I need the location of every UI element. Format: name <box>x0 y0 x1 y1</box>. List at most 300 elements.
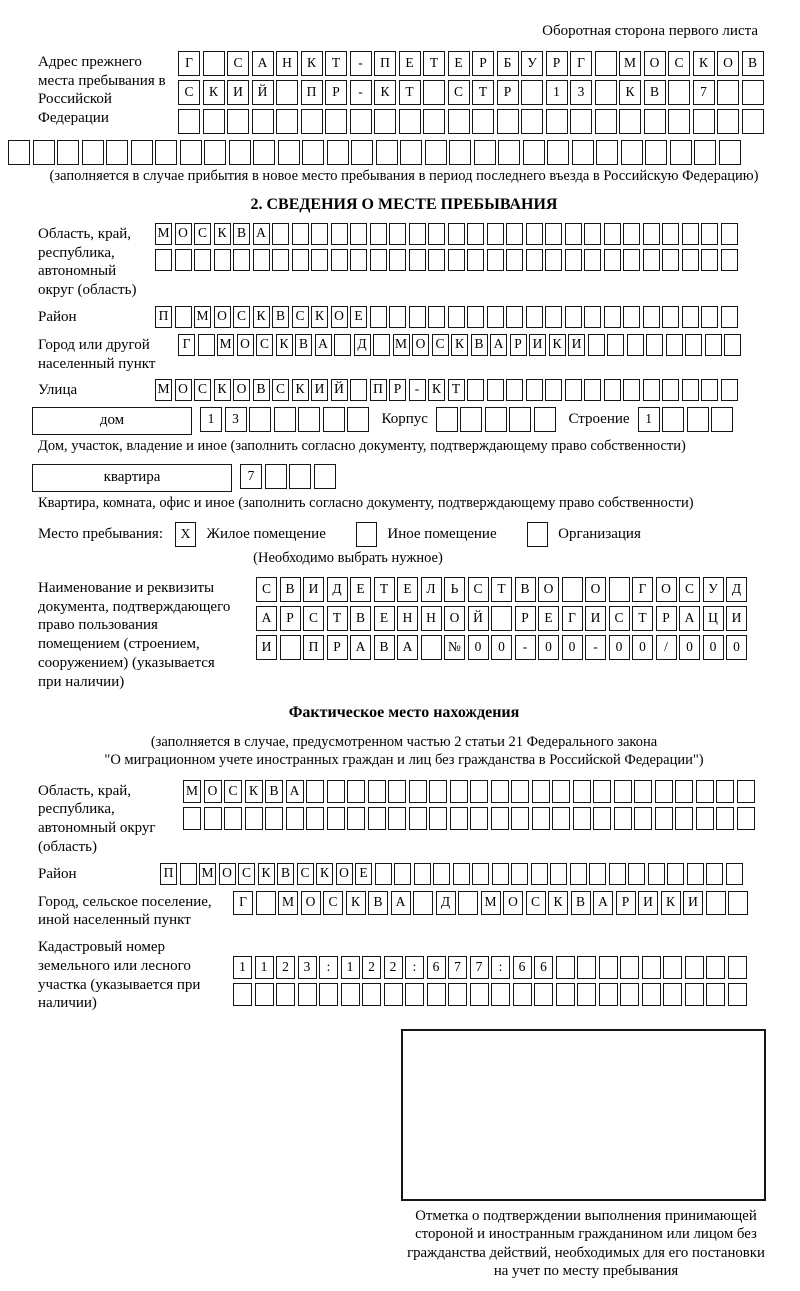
char-cell[interactable] <box>556 983 575 1006</box>
char-cell[interactable]: С <box>194 223 211 245</box>
char-cell[interactable] <box>716 807 734 830</box>
stroenie-cells[interactable] <box>638 407 736 432</box>
char-cell[interactable]: О <box>204 780 222 803</box>
char-cell[interactable]: И <box>726 606 747 631</box>
char-cell[interactable] <box>450 807 468 830</box>
char-cell[interactable]: Е <box>374 606 395 631</box>
char-cell[interactable] <box>620 983 639 1006</box>
char-cell[interactable] <box>155 249 172 271</box>
char-cell[interactable]: № <box>444 635 465 660</box>
char-cell[interactable]: К <box>292 379 309 401</box>
char-cell[interactable] <box>726 863 743 885</box>
char-cell[interactable] <box>57 140 79 165</box>
char-cell[interactable] <box>485 407 507 432</box>
char-cell[interactable] <box>194 249 211 271</box>
char-cell[interactable] <box>547 140 569 165</box>
char-cell[interactable] <box>706 863 723 885</box>
char-cell[interactable] <box>565 223 582 245</box>
char-cell[interactable]: Л <box>421 577 442 602</box>
char-cell[interactable]: А <box>490 334 507 356</box>
char-cell[interactable] <box>513 983 532 1006</box>
char-cell[interactable] <box>370 223 387 245</box>
char-cell[interactable] <box>620 956 639 979</box>
apartment-cells[interactable] <box>240 464 338 489</box>
char-cell[interactable]: Г <box>562 606 583 631</box>
char-cell[interactable] <box>716 780 734 803</box>
char-cell[interactable] <box>487 223 504 245</box>
char-cell[interactable] <box>470 807 488 830</box>
actual-city-row[interactable] <box>233 891 751 915</box>
char-cell[interactable]: 7 <box>693 80 715 105</box>
char-cell[interactable]: К <box>311 306 328 328</box>
char-cell[interactable] <box>509 407 531 432</box>
char-cell[interactable] <box>448 223 465 245</box>
char-cell[interactable]: Т <box>448 379 465 401</box>
char-cell[interactable] <box>552 780 570 803</box>
char-cell[interactable]: О <box>233 379 250 401</box>
char-cell[interactable] <box>595 51 617 76</box>
char-cell[interactable]: 1 <box>546 80 568 105</box>
char-cell[interactable] <box>511 863 528 885</box>
char-cell[interactable] <box>413 891 433 915</box>
region-row-2[interactable] <box>155 249 740 271</box>
char-cell[interactable] <box>388 807 406 830</box>
char-cell[interactable] <box>511 807 529 830</box>
char-cell[interactable]: 1 <box>255 956 274 979</box>
char-cell[interactable] <box>728 891 748 915</box>
char-cell[interactable] <box>614 807 632 830</box>
char-cell[interactable] <box>573 807 591 830</box>
char-cell[interactable] <box>506 223 523 245</box>
char-cell[interactable] <box>550 863 567 885</box>
char-cell[interactable] <box>327 807 345 830</box>
char-cell[interactable] <box>249 407 271 432</box>
char-cell[interactable] <box>623 223 640 245</box>
char-cell[interactable] <box>511 780 529 803</box>
char-cell[interactable] <box>203 109 225 134</box>
char-cell[interactable] <box>595 80 617 105</box>
char-cell[interactable]: Н <box>276 51 298 76</box>
char-cell[interactable] <box>448 983 467 1006</box>
char-cell[interactable] <box>742 80 764 105</box>
char-cell[interactable] <box>668 80 690 105</box>
char-cell[interactable]: О <box>219 863 236 885</box>
char-cell[interactable]: У <box>521 51 543 76</box>
char-cell[interactable]: С <box>256 334 273 356</box>
char-cell[interactable] <box>623 306 640 328</box>
char-cell[interactable]: : <box>319 956 338 979</box>
char-cell[interactable] <box>663 956 682 979</box>
char-cell[interactable] <box>526 306 543 328</box>
char-cell[interactable]: В <box>515 577 536 602</box>
char-cell[interactable] <box>599 956 618 979</box>
char-cell[interactable]: Д <box>726 577 747 602</box>
document-row-1[interactable] <box>256 577 750 602</box>
char-cell[interactable] <box>33 140 55 165</box>
char-cell[interactable] <box>331 223 348 245</box>
char-cell[interactable] <box>619 109 641 134</box>
char-cell[interactable] <box>593 807 611 830</box>
char-cell[interactable] <box>423 109 445 134</box>
char-cell[interactable]: М <box>481 891 501 915</box>
char-cell[interactable]: О <box>538 577 559 602</box>
char-cell[interactable] <box>448 249 465 271</box>
char-cell[interactable]: 3 <box>225 407 247 432</box>
char-cell[interactable]: 0 <box>491 635 512 660</box>
char-cell[interactable]: Т <box>491 577 512 602</box>
char-cell[interactable] <box>487 249 504 271</box>
char-cell[interactable] <box>409 306 426 328</box>
char-cell[interactable] <box>374 109 396 134</box>
char-cell[interactable]: И <box>529 334 546 356</box>
char-cell[interactable]: О <box>503 891 523 915</box>
char-cell[interactable] <box>532 780 550 803</box>
char-cell[interactable] <box>675 780 693 803</box>
char-cell[interactable] <box>388 780 406 803</box>
char-cell[interactable] <box>319 983 338 1006</box>
char-cell[interactable] <box>545 223 562 245</box>
char-cell[interactable]: П <box>374 51 396 76</box>
char-cell[interactable] <box>604 306 621 328</box>
char-cell[interactable] <box>311 249 328 271</box>
char-cell[interactable] <box>570 109 592 134</box>
char-cell[interactable] <box>742 109 764 134</box>
char-cell[interactable] <box>701 306 718 328</box>
char-cell[interactable] <box>623 249 640 271</box>
char-cell[interactable] <box>614 780 632 803</box>
char-cell[interactable]: К <box>346 891 366 915</box>
char-cell[interactable] <box>252 109 274 134</box>
char-cell[interactable]: 0 <box>609 635 630 660</box>
char-cell[interactable] <box>693 109 715 134</box>
char-cell[interactable] <box>265 807 283 830</box>
char-cell[interactable] <box>470 983 489 1006</box>
char-cell[interactable] <box>565 306 582 328</box>
char-cell[interactable] <box>682 249 699 271</box>
char-cell[interactable] <box>562 577 583 602</box>
char-cell[interactable] <box>706 956 725 979</box>
char-cell[interactable]: О <box>175 379 192 401</box>
char-cell[interactable] <box>534 983 553 1006</box>
char-cell[interactable]: Г <box>632 577 653 602</box>
char-cell[interactable] <box>256 891 276 915</box>
char-cell[interactable] <box>662 249 679 271</box>
char-cell[interactable]: К <box>214 223 231 245</box>
char-cell[interactable] <box>527 522 548 547</box>
char-cell[interactable] <box>556 956 575 979</box>
char-cell[interactable]: А <box>253 223 270 245</box>
char-cell[interactable] <box>685 334 702 356</box>
char-cell[interactable]: 7 <box>240 464 262 489</box>
char-cell[interactable]: М <box>619 51 641 76</box>
char-cell[interactable]: М <box>217 334 234 356</box>
char-cell[interactable]: Г <box>178 51 200 76</box>
char-cell[interactable] <box>634 780 652 803</box>
char-cell[interactable] <box>724 334 741 356</box>
char-cell[interactable]: П <box>155 306 172 328</box>
char-cell[interactable]: К <box>258 863 275 885</box>
char-cell[interactable] <box>491 807 509 830</box>
char-cell[interactable] <box>593 780 611 803</box>
char-cell[interactable]: 0 <box>726 635 747 660</box>
char-cell[interactable] <box>577 956 596 979</box>
char-cell[interactable]: Й <box>252 80 274 105</box>
char-cell[interactable] <box>721 249 738 271</box>
char-cell[interactable]: 1 <box>233 956 252 979</box>
char-cell[interactable] <box>643 379 660 401</box>
char-cell[interactable] <box>306 780 324 803</box>
char-cell[interactable]: Р <box>497 80 519 105</box>
char-cell[interactable] <box>436 407 458 432</box>
char-cell[interactable] <box>706 983 725 1006</box>
char-cell[interactable] <box>233 983 252 1006</box>
cadastral-row-1[interactable] <box>233 956 749 979</box>
char-cell[interactable] <box>599 983 618 1006</box>
char-cell[interactable] <box>584 223 601 245</box>
char-cell[interactable] <box>274 407 296 432</box>
char-cell[interactable] <box>646 334 663 356</box>
char-cell[interactable]: И <box>256 635 277 660</box>
char-cell[interactable]: : <box>405 956 424 979</box>
char-cell[interactable]: X <box>175 522 196 547</box>
char-cell[interactable] <box>375 863 392 885</box>
char-cell[interactable] <box>433 863 450 885</box>
char-cell[interactable]: Б <box>497 51 519 76</box>
char-cell[interactable]: К <box>203 80 225 105</box>
char-cell[interactable] <box>492 863 509 885</box>
char-cell[interactable]: П <box>370 379 387 401</box>
char-cell[interactable] <box>373 334 390 356</box>
char-cell[interactable] <box>737 807 755 830</box>
char-cell[interactable] <box>233 249 250 271</box>
char-cell[interactable] <box>526 223 543 245</box>
char-cell[interactable]: С <box>256 577 277 602</box>
char-cell[interactable] <box>497 109 519 134</box>
char-cell[interactable]: С <box>679 577 700 602</box>
char-cell[interactable] <box>546 109 568 134</box>
char-cell[interactable]: К <box>548 891 568 915</box>
char-cell[interactable] <box>506 379 523 401</box>
char-cell[interactable] <box>82 140 104 165</box>
char-cell[interactable] <box>356 522 377 547</box>
district-row[interactable] <box>155 306 740 328</box>
char-cell[interactable]: С <box>227 51 249 76</box>
char-cell[interactable]: Е <box>350 306 367 328</box>
char-cell[interactable]: / <box>656 635 677 660</box>
char-cell[interactable]: Р <box>327 635 348 660</box>
char-cell[interactable]: 3 <box>298 956 317 979</box>
char-cell[interactable] <box>175 306 192 328</box>
char-cell[interactable] <box>545 306 562 328</box>
char-cell[interactable]: У <box>703 577 724 602</box>
char-cell[interactable] <box>701 379 718 401</box>
char-cell[interactable]: К <box>214 379 231 401</box>
char-cell[interactable]: О <box>214 306 231 328</box>
char-cell[interactable] <box>642 983 661 1006</box>
char-cell[interactable]: П <box>301 80 323 105</box>
char-cell[interactable] <box>449 140 471 165</box>
char-cell[interactable] <box>265 464 287 489</box>
char-cell[interactable] <box>180 140 202 165</box>
char-cell[interactable] <box>595 109 617 134</box>
char-cell[interactable] <box>331 249 348 271</box>
char-cell[interactable]: А <box>256 606 277 631</box>
char-cell[interactable]: 1 <box>200 407 222 432</box>
char-cell[interactable]: О <box>585 577 606 602</box>
char-cell[interactable]: В <box>368 891 388 915</box>
char-cell[interactable]: - <box>350 80 372 105</box>
cadastral-row-2[interactable] <box>233 983 749 1006</box>
char-cell[interactable] <box>314 464 336 489</box>
char-cell[interactable] <box>589 863 606 885</box>
char-cell[interactable]: О <box>717 51 739 76</box>
char-cell[interactable] <box>180 863 197 885</box>
char-cell[interactable] <box>405 983 424 1006</box>
char-cell[interactable]: М <box>278 891 298 915</box>
char-cell[interactable] <box>278 140 300 165</box>
char-cell[interactable]: К <box>245 780 263 803</box>
char-cell[interactable] <box>292 249 309 271</box>
char-cell[interactable] <box>280 635 301 660</box>
char-cell[interactable] <box>588 334 605 356</box>
char-cell[interactable] <box>721 379 738 401</box>
char-cell[interactable] <box>694 140 716 165</box>
char-cell[interactable] <box>399 109 421 134</box>
char-cell[interactable] <box>662 407 684 432</box>
char-cell[interactable]: В <box>644 80 666 105</box>
char-cell[interactable] <box>717 80 739 105</box>
char-cell[interactable] <box>327 140 349 165</box>
char-cell[interactable] <box>272 249 289 271</box>
char-cell[interactable] <box>347 407 369 432</box>
char-cell[interactable]: Е <box>399 51 421 76</box>
char-cell[interactable] <box>701 223 718 245</box>
city-row[interactable] <box>178 334 744 356</box>
char-cell[interactable]: С <box>233 306 250 328</box>
char-cell[interactable] <box>286 807 304 830</box>
char-cell[interactable] <box>498 140 520 165</box>
char-cell[interactable] <box>370 249 387 271</box>
char-cell[interactable]: - <box>409 379 426 401</box>
char-cell[interactable] <box>645 140 667 165</box>
char-cell[interactable]: 0 <box>538 635 559 660</box>
char-cell[interactable] <box>668 109 690 134</box>
char-cell[interactable] <box>526 379 543 401</box>
char-cell[interactable] <box>425 140 447 165</box>
char-cell[interactable] <box>255 983 274 1006</box>
char-cell[interactable] <box>368 780 386 803</box>
char-cell[interactable]: В <box>277 863 294 885</box>
char-cell[interactable] <box>245 807 263 830</box>
char-cell[interactable] <box>323 407 345 432</box>
char-cell[interactable]: О <box>175 223 192 245</box>
char-cell[interactable] <box>347 780 365 803</box>
char-cell[interactable] <box>662 306 679 328</box>
char-cell[interactable]: С <box>609 606 630 631</box>
char-cell[interactable] <box>721 223 738 245</box>
char-cell[interactable]: 0 <box>632 635 653 660</box>
char-cell[interactable]: Т <box>327 606 348 631</box>
char-cell[interactable] <box>394 863 411 885</box>
char-cell[interactable]: К <box>661 891 681 915</box>
char-cell[interactable] <box>224 807 242 830</box>
char-cell[interactable]: С <box>432 334 449 356</box>
char-cell[interactable]: П <box>160 863 177 885</box>
char-cell[interactable] <box>131 140 153 165</box>
char-cell[interactable] <box>675 807 693 830</box>
house-number-cells[interactable] <box>200 407 372 432</box>
char-cell[interactable] <box>214 249 231 271</box>
char-cell[interactable]: А <box>679 606 700 631</box>
char-cell[interactable]: О <box>336 863 353 885</box>
char-cell[interactable]: Р <box>325 80 347 105</box>
char-cell[interactable] <box>737 780 755 803</box>
korpus-cells[interactable] <box>436 407 559 432</box>
char-cell[interactable] <box>253 140 275 165</box>
char-cell[interactable] <box>642 956 661 979</box>
char-cell[interactable]: К <box>253 306 270 328</box>
char-cell[interactable] <box>368 807 386 830</box>
char-cell[interactable] <box>427 983 446 1006</box>
char-cell[interactable] <box>570 863 587 885</box>
char-cell[interactable] <box>682 379 699 401</box>
char-cell[interactable] <box>634 807 652 830</box>
char-cell[interactable] <box>572 140 594 165</box>
char-cell[interactable] <box>421 635 442 660</box>
char-cell[interactable] <box>523 140 545 165</box>
char-cell[interactable] <box>429 807 447 830</box>
char-cell[interactable] <box>687 863 704 885</box>
char-cell[interactable]: И <box>303 577 324 602</box>
char-cell[interactable]: К <box>693 51 715 76</box>
char-cell[interactable]: 2 <box>384 956 403 979</box>
char-cell[interactable]: В <box>280 577 301 602</box>
char-cell[interactable] <box>487 306 504 328</box>
char-cell[interactable] <box>667 863 684 885</box>
char-cell[interactable]: Й <box>468 606 489 631</box>
stay-option-other-checkbox[interactable] <box>356 522 380 547</box>
char-cell[interactable] <box>370 306 387 328</box>
char-cell[interactable] <box>552 807 570 830</box>
char-cell[interactable] <box>682 223 699 245</box>
char-cell[interactable] <box>521 80 543 105</box>
char-cell[interactable] <box>565 379 582 401</box>
char-cell[interactable] <box>467 379 484 401</box>
char-cell[interactable]: В <box>253 379 270 401</box>
char-cell[interactable] <box>253 249 270 271</box>
char-cell[interactable]: 0 <box>468 635 489 660</box>
char-cell[interactable] <box>584 379 601 401</box>
char-cell[interactable] <box>643 249 660 271</box>
char-cell[interactable]: В <box>374 635 395 660</box>
char-cell[interactable]: П <box>303 635 324 660</box>
char-cell[interactable] <box>409 249 426 271</box>
char-cell[interactable] <box>701 249 718 271</box>
char-cell[interactable]: Р <box>656 606 677 631</box>
char-cell[interactable] <box>428 249 445 271</box>
char-cell[interactable] <box>521 109 543 134</box>
char-cell[interactable] <box>350 109 372 134</box>
char-cell[interactable]: А <box>391 891 411 915</box>
char-cell[interactable]: : <box>491 956 510 979</box>
char-cell[interactable] <box>487 379 504 401</box>
char-cell[interactable] <box>460 407 482 432</box>
char-cell[interactable] <box>347 807 365 830</box>
char-cell[interactable] <box>491 983 510 1006</box>
char-cell[interactable]: Т <box>472 80 494 105</box>
char-cell[interactable] <box>276 80 298 105</box>
char-cell[interactable]: Е <box>350 577 371 602</box>
